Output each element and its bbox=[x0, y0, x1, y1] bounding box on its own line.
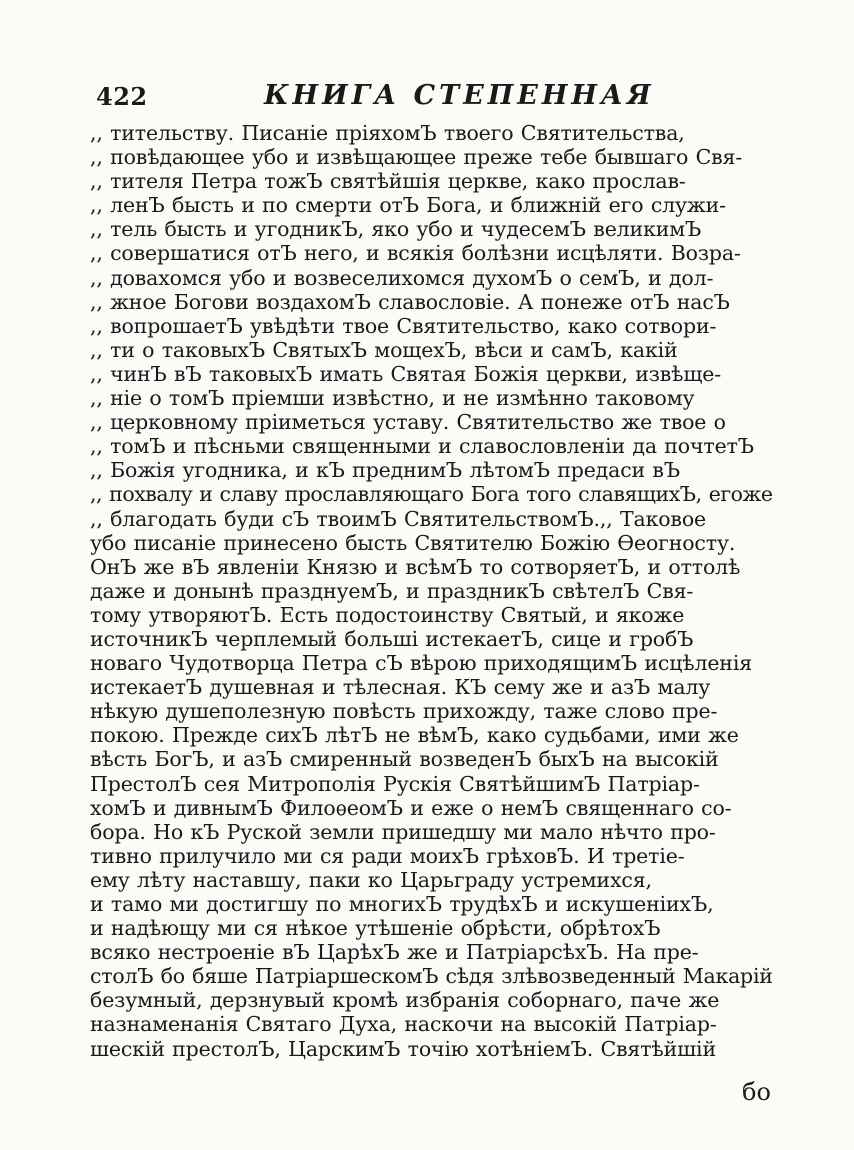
text-line: ОнЪ же вЪ явленіи Князю и всѣмЪ то сотворяетЪ, и оттолѣ bbox=[90, 554, 741, 579]
text-line: ,, повѣдающее убо и извѣщающее преже тебе бывшаго Свя- bbox=[90, 145, 743, 170]
text-line: ,, похвалу и славу прославляющаго Бога того славящихЪ, егоже bbox=[90, 482, 773, 507]
text-line: даже и донынѣ празднуемЪ, и праздникЪ свѣтелЪ Свя- bbox=[90, 578, 694, 603]
text-line: истекаетЪ душевная и тѣлесная. КЪ сему же и азЪ малу bbox=[90, 675, 711, 700]
text-line: и надѣющу ми ся нѣкое утѣшеніе обрѣсти, обрѣтохЪ bbox=[90, 916, 661, 941]
text-line: шескій престолЪ, ЦарскимЪ точію хотѣніемЪ. Святѣйшій bbox=[90, 1036, 716, 1061]
running-head: КНИГА СТЕПЕННАЯ bbox=[264, 80, 655, 111]
catchword: бо bbox=[742, 1078, 771, 1106]
text-line: назнаменанія Святаго Духа, наскочи на высокій Патріар- bbox=[90, 1012, 717, 1037]
text-line: тивно прилучило ми ся ради моихЪ грѣховЪ. И третіе- bbox=[90, 843, 685, 868]
text-line: ,, тителя Петра тожЪ святѣйшія церкве, како прослав- bbox=[90, 169, 686, 194]
text-line: и тамо ми достигшу по многихЪ трудѣхЪ и искушеніихЪ, bbox=[90, 892, 714, 916]
text-line: ПрестолЪ сея Митрополія Рускія СвятѣйшимЪ Патріар- bbox=[90, 771, 700, 796]
text-line: ему лѣту наставшу, паки ко Царьграду устремихся, bbox=[90, 867, 652, 892]
text-line: ,, церковному пріиметься уставу. Святительство же твое о bbox=[90, 410, 726, 435]
text-line: ,, довахомся убо и возвеселихомся духомЪ о семЪ, и дол- bbox=[90, 265, 714, 290]
text-line: безумный, дерзнувый кромѣ избранія соборнаго, паче же bbox=[90, 988, 720, 1013]
text-line: ,, жное Богови воздахомЪ славословіе. А понеже отЪ насЪ bbox=[90, 289, 730, 314]
text-line: нѣкую душеполезную повѣсть прихожду, таже слово пре- bbox=[90, 699, 718, 724]
text-line: ,, тительству. Писаніе пріяхомЪ твоего Святительства, bbox=[90, 121, 685, 145]
text-line: бора. Но кЪ Руской земли пришедшу ми мало нѣчто про- bbox=[90, 819, 716, 844]
text-line: ,, ніе о томЪ пріемши извѣстно, и не измѣнно таковому bbox=[90, 386, 695, 411]
text-line: убо писаніе принесено бысть Святителю Божію Ѳеогносту. bbox=[90, 530, 736, 555]
text-line: ,, благодать буди сЪ твоимЪ СвятительствомЪ.,, Таковое bbox=[90, 506, 706, 531]
page-number: 422 bbox=[96, 82, 148, 111]
text-line: ,, вопрошаетЪ увѣдѣти твое Святительство, како сотвори- bbox=[90, 313, 717, 338]
text-line: покою. Прежде сихЪ лѣтЪ не вѣмЪ, како судьбами, ими же bbox=[90, 723, 739, 748]
body-text bbox=[90, 121, 776, 1061]
text-line: ,, ленЪ бысть и по смерти отЪ Бога, и ближній его служи- bbox=[90, 193, 726, 218]
text-line: ,, Божія угодника, и кЪ преднимЪ лѣтомЪ предаси вЪ bbox=[90, 458, 680, 483]
text-line: ,, ти о таковыхЪ СвятыхЪ мощехЪ, вѣси и самЪ, какій bbox=[90, 337, 678, 362]
text-line: ,, тель бысть и угодникЪ, яко убо и чудесемЪ великимЪ bbox=[90, 217, 702, 242]
text-line: тому утворяютЪ. Есть подостоинству Святый, и якоже bbox=[90, 602, 685, 627]
text-line: всяко нестроеніе вЪ ЦарѣхЪ же и ПатріарсѣхЪ. На пре- bbox=[90, 940, 699, 965]
text-line: хомЪ и дивнымЪ ФилоѳеомЪ и еже о немЪ священнаго со- bbox=[90, 795, 732, 820]
text-line: источникЪ черплемый больші истекаетЪ, сице и гробЪ bbox=[90, 626, 694, 651]
text-line: вѣсть БогЪ, и азЪ смиренный возведенЪ быхЪ на высокій bbox=[90, 747, 719, 772]
text-line: новаго Чудотворца Петра сЪ вѣрою приходящимЪ исцѣленія bbox=[90, 651, 753, 676]
text-line: ,, томЪ и пѣсньми священными и славословленіи да почтетЪ bbox=[90, 434, 754, 459]
text-line: ,, чинЪ вЪ таковыхЪ имать Святая Божія церкви, извѣще- bbox=[90, 361, 722, 386]
text-line: столЪ бо бяше ПатріаршескомЪ сѣдя злѣвозведенный Макарій bbox=[90, 964, 773, 989]
text-line: ,, совершатися отЪ него, и всякія болѣзни исцѣляти. Возра- bbox=[90, 241, 741, 266]
